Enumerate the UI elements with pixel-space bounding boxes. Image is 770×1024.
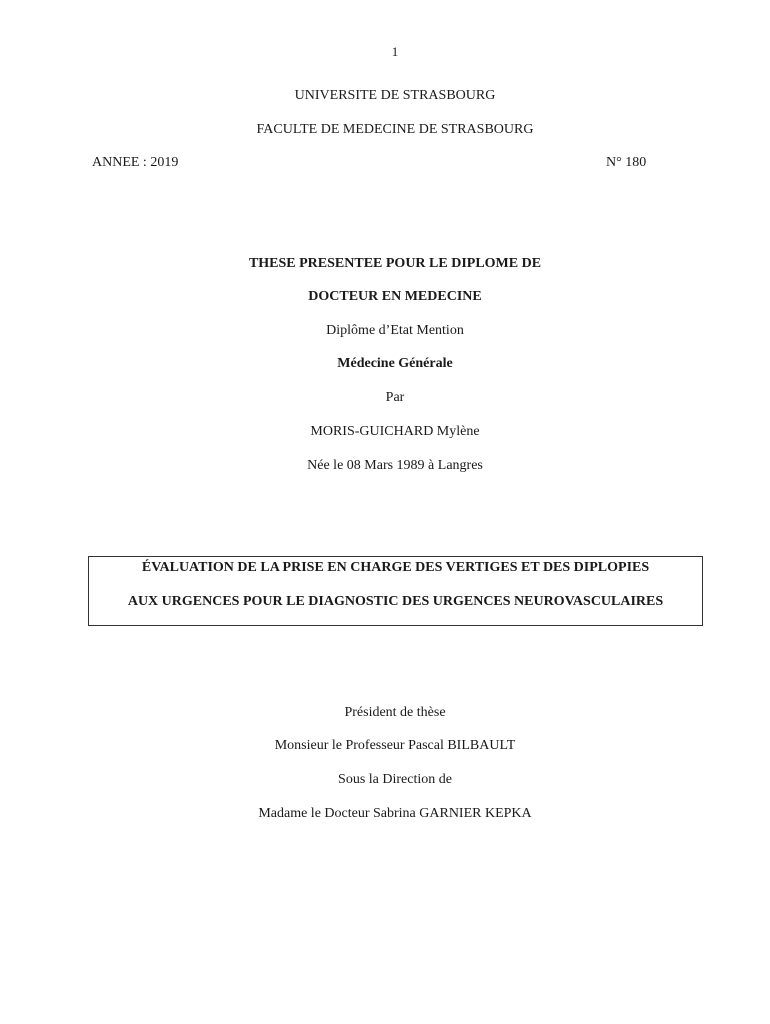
thesis-heading-line1: THESE PRESENTEE POUR LE DIPLOME DE (248, 256, 542, 271)
specialty: Médecine Générale (337, 356, 453, 371)
university-name: UNIVERSITE DE STRASBOURG (294, 88, 496, 103)
direction-label: Sous la Direction de (338, 772, 452, 787)
thesis-title-box (88, 556, 703, 626)
page-number: 1 (391, 44, 399, 59)
director-name: Madame le Docteur Sabrina GARNIER KEPKA (258, 806, 532, 821)
thesis-number: N° 180 (606, 155, 647, 170)
thesis-heading-line2: DOCTEUR EN MEDECINE (308, 289, 482, 304)
faculty-name: FACULTE DE MEDECINE DE STRASBOURG (256, 122, 534, 137)
president-label: Président de thèse (344, 705, 446, 720)
year-label: ANNEE : 2019 (92, 155, 179, 170)
president-name: Monsieur le Professeur Pascal BILBAULT (274, 738, 516, 753)
author-birth: Née le 08 Mars 1989 à Langres (307, 458, 483, 473)
thesis-title-line2: AUX URGENCES POUR LE DIAGNOSTIC DES URGENCES NEUROVASCULAIRES (127, 594, 664, 609)
diploma-mention: Diplôme d’Etat Mention (326, 323, 464, 338)
thesis-title-line1: ÉVALUATION DE LA PRISE EN CHARGE DES VERTIGES ET DES DIPLOPIES (141, 560, 650, 575)
by-label: Par (385, 390, 405, 405)
author-name: MORIS-GUICHARD Mylène (310, 424, 480, 439)
